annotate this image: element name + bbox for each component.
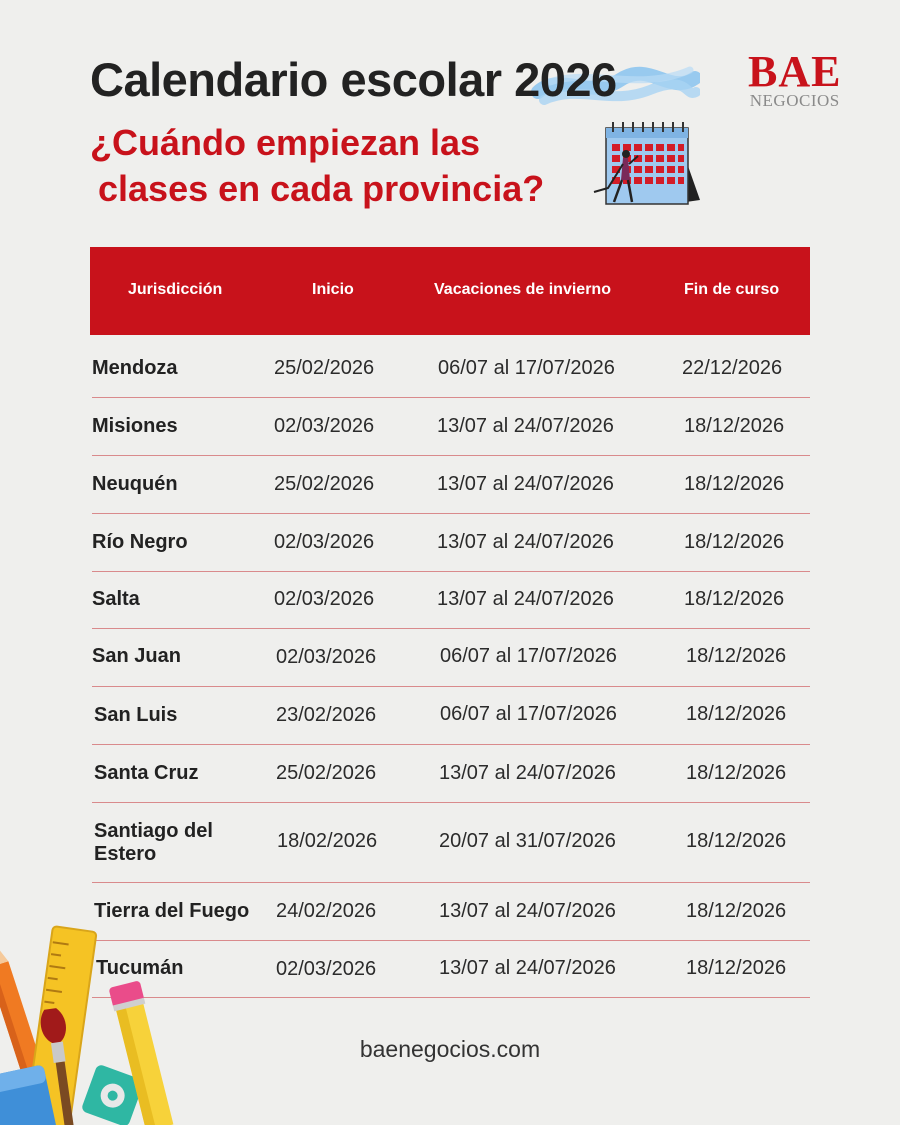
cell-fin: 18/12/2026 — [686, 762, 787, 784]
cell-inicio: 02/03/2026 — [274, 531, 375, 553]
title-main: Calendario escolar — [90, 53, 502, 106]
cell-jurisdiccion: Salta — [92, 588, 140, 610]
cell-inicio: 02/03/2026 — [276, 958, 377, 980]
cell-fin: 18/12/2026 — [684, 415, 785, 437]
cell-vacaciones: 13/07 al 24/07/2026 — [437, 473, 614, 495]
calendar-illustration-icon — [588, 118, 706, 214]
logo-sub: NEGOCIOS — [749, 91, 840, 110]
cell-vacaciones: 13/07 al 24/07/2026 — [439, 900, 616, 922]
table-row — [92, 686, 810, 745]
cell-fin: 18/12/2026 — [684, 473, 785, 495]
table-row — [92, 571, 810, 629]
cell-fin: 18/12/2026 — [686, 957, 787, 979]
page-subtitle — [90, 120, 544, 212]
table-row — [92, 744, 810, 803]
cell-jurisdiccion: San Juan — [92, 645, 181, 667]
column-header-fin: Fin de curso — [684, 281, 780, 298]
cell-inicio: 02/03/2026 — [274, 415, 375, 437]
cell-fin: 18/12/2026 — [686, 830, 787, 852]
column-header-vacaciones: Vacaciones de invierno — [434, 281, 611, 298]
cell-fin: 18/12/2026 — [686, 645, 787, 667]
cell-vacaciones: 13/07 al 24/07/2026 — [437, 531, 614, 553]
subtitle-line-2: clases en cada provincia? — [98, 168, 545, 209]
cell-jurisdiccion: Tierra del Fuego — [94, 900, 250, 922]
table-row — [92, 455, 810, 514]
cell-vacaciones: 13/07 al 24/07/2026 — [439, 957, 616, 979]
cell-fin: 18/12/2026 — [686, 703, 787, 725]
cell-jurisdiccion: San Luis — [94, 704, 178, 726]
column-header-jurisdiccion: Jurisdicción — [128, 281, 223, 298]
table-row — [92, 397, 810, 456]
table-row — [92, 513, 810, 572]
cell-inicio: 18/02/2026 — [277, 830, 378, 852]
cell-vacaciones: 13/07 al 24/07/2026 — [437, 588, 614, 610]
page-title — [90, 52, 617, 107]
cell-vacaciones: 06/07 al 17/07/2026 — [438, 357, 615, 379]
footer-url: baenegocios.com — [359, 1036, 541, 1062]
subtitle-line-1: ¿Cuándo empiezan las — [90, 122, 481, 163]
cell-inicio: 25/02/2026 — [274, 473, 375, 495]
title-year: 2026 — [514, 53, 617, 106]
cell-jurisdiccion: Tucumán — [96, 957, 184, 979]
cell-vacaciones: 13/07 al 24/07/2026 — [439, 762, 616, 784]
cell-jurisdiccion: Santiago del Estero — [94, 820, 213, 865]
cell-jurisdiccion: Neuquén — [92, 473, 178, 495]
cell-vacaciones: 06/07 al 17/07/2026 — [440, 645, 617, 667]
cell-vacaciones: 13/07 al 24/07/2026 — [437, 415, 614, 437]
table-row — [92, 802, 810, 883]
cell-inicio: 23/02/2026 — [276, 704, 377, 726]
table-header — [90, 247, 810, 335]
cell-vacaciones: 20/07 al 31/07/2026 — [439, 830, 616, 852]
bae-negocios-logo — [748, 47, 842, 110]
cell-inicio: 25/02/2026 — [274, 357, 375, 379]
cell-vacaciones: 06/07 al 17/07/2026 — [440, 703, 617, 725]
table-row — [92, 628, 810, 687]
cell-inicio: 25/02/2026 — [276, 762, 377, 784]
cell-inicio: 24/02/2026 — [276, 900, 377, 922]
school-supplies-icon — [0, 920, 200, 1125]
cell-fin: 18/12/2026 — [684, 531, 785, 553]
logo-main: BAE — [748, 47, 842, 96]
cell-fin: 18/12/2026 — [686, 900, 787, 922]
cell-inicio: 02/03/2026 — [274, 588, 375, 610]
cell-jurisdiccion: Río Negro — [92, 531, 188, 553]
column-header-inicio: Inicio — [312, 281, 354, 298]
cell-fin: 18/12/2026 — [684, 588, 785, 610]
cell-jurisdiccion: Misiones — [92, 415, 178, 437]
cell-jurisdiccion: Santa Cruz — [94, 762, 199, 784]
cell-jurisdiccion: Mendoza — [92, 357, 178, 379]
cell-fin: 22/12/2026 — [682, 357, 783, 379]
cell-inicio: 02/03/2026 — [276, 646, 377, 668]
table-row — [92, 340, 810, 398]
